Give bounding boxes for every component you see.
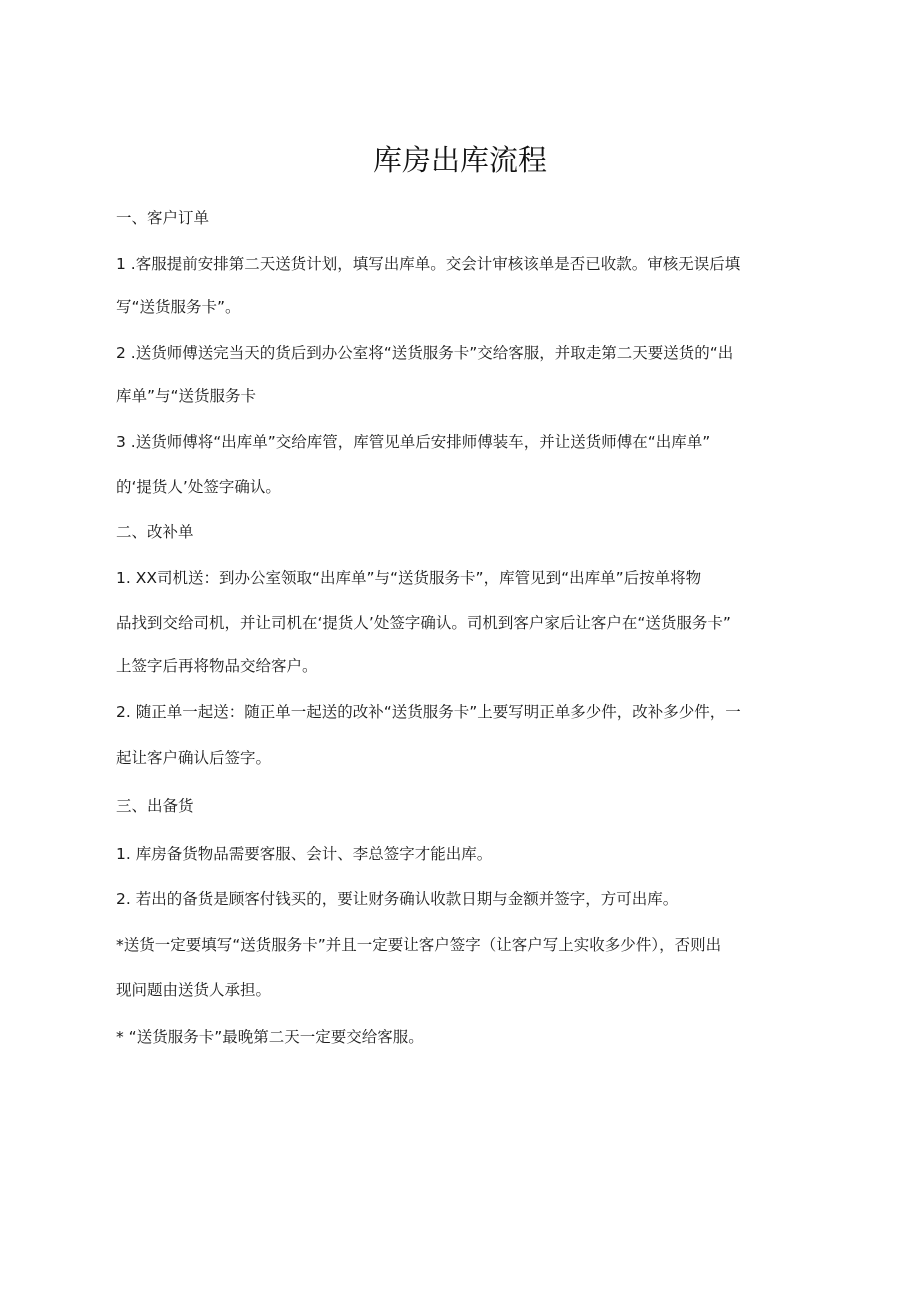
paragraph-line: 的‘提货人’处签字确认。 [116,478,281,496]
note-line: * “送货服务卡”最晚第二天一定要交给客服。 [116,1028,424,1046]
paragraph-line: 写“送货服务卡”。 [116,298,241,316]
paragraph-line: 品找到交给司机，并让司机在‘提货人’处签字确认。司机到客户家后让客户在“送货服务卡” [116,614,731,632]
paragraph-line: 2. 随正单一起送：随正单一起送的改补“送货服务卡”上要写明正单多少件，改补多少件，一 [116,703,741,721]
note-line: *送货一定要填写“送货服务卡”并且一定要让客户签字（让客户写上实收多少件），否则出 [116,936,722,954]
paragraph-line: 1 .客服提前安排第二天送货计划，填写出库单。交会计审核该单是否已收款。审核无误后填 [116,255,741,273]
paragraph-line: 上签字后再将物品交给客户。 [116,657,318,675]
section-heading-stock-out: 三、出备货 [116,797,194,815]
paragraph-line: 2 .送货师傅送完当天的货后到办公室将“送货服务卡”交给客服，并取走第二天要送货的“出 [116,344,734,362]
note-line: 现问题由送货人承担。 [116,981,272,999]
section-heading-customer-order: 一、客户订单 [116,209,210,227]
paragraph-line: 1. 库房备货物品需要客服、会计、李总签字才能出库。 [116,845,493,863]
paragraph-line: 3 .送货师傅将“出库单”交给库管，库管见单后安排师傅装车，并让送货师傅在“出库单” [116,433,711,451]
paragraph-line: 库单”与“送货服务卡 [116,387,257,405]
section-heading-replacement-order: 二、改补单 [116,523,194,541]
paragraph-line: 起让客户确认后签字。 [116,749,272,767]
paragraph-line: 2. 若出的备货是顾客付钱买的，要让财务确认收款日期与金额并签字，方可出库。 [116,890,679,908]
paragraph-line: 1. XX司机送：到办公室领取“出库单”与“送货服务卡”，库管见到“出库单”后按单将物 [116,569,702,587]
page-title: 库房出库流程 [372,143,547,177]
